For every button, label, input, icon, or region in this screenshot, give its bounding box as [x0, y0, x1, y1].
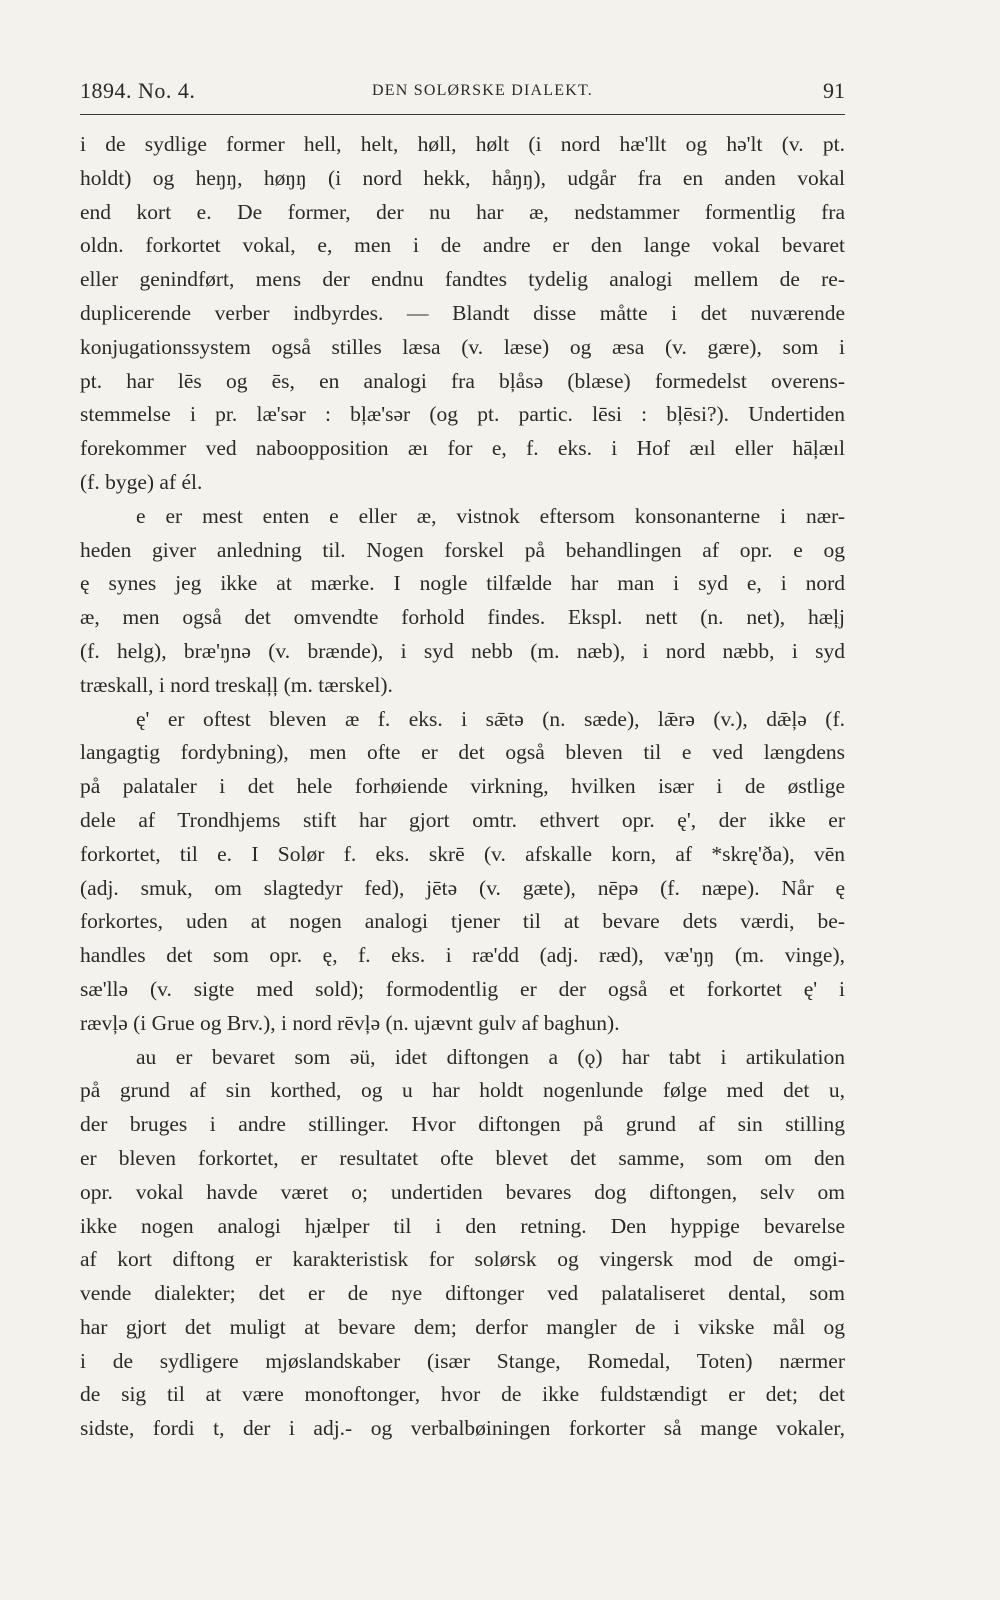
text-line: opr. vokal havde været o; undertiden bevares dog diftongen, selv om — [80, 1179, 845, 1204]
text-line: sidste, fordi t, der i adj.- og verbalbøiningen forkorter så mange vokaler, — [80, 1416, 845, 1441]
text-line: ikke nogen analogi hjælper til i den retning. Den hyppige bevarelse — [80, 1213, 845, 1238]
text-line: (f. helg), bræ'ŋnə (v. brænde), i syd nebb (m. næb), i nord næbb, i syd — [80, 638, 845, 663]
text-line: stemmelse i pr. læ'sər : bļæ'sər (og pt. partic. lēsi : bļēsi?). Undertiden — [80, 402, 845, 427]
text-line: forkortes, uden at nogen analogi tjener til at bevare dets værdi, be- — [80, 909, 845, 934]
text-line: i de sydlige former hell, helt, høll, hølt (i nord hæ'llt og hə'lt (v. pt. — [80, 132, 845, 156]
text-line: ę synes jeg ikke at mærke. I nogle tilfælde har man i syd e, i nord — [80, 571, 845, 596]
text-line: vende dialekter; det er de nye diftonger ved palataliseret dental, som — [80, 1281, 845, 1306]
text-line: dele af Trondhjems stift har gjort omtr. ethvert opr. ę', der ikke er — [80, 807, 845, 832]
text-line: der bruges i andre stillinger. Hvor diftongen på grund af sin stilling — [80, 1112, 845, 1137]
page-number: 91 — [823, 78, 845, 103]
text-line: heden giver anledning til. Nogen forskel på behandlingen af opr. e og — [80, 537, 845, 562]
text-line: rævļə (i Grue og Brv.), i nord rēvļə (n. ujævnt gulv af baghun). — [80, 1010, 620, 1035]
text-line: pt. har lēs og ēs, en analogi fra bļåsə (blæse) formedelst overens- — [80, 368, 845, 393]
text-line: langagtig fordybning), men ofte er det også bleven til e ved længdens — [80, 740, 845, 765]
text-line: forekommer ved naboopposition æı for e, f. eks. i Hof æıl eller hāļæıl — [80, 436, 845, 461]
text-line: handles det som opr. ę, f. eks. i ræ'dd (adj. ræd), væ'ŋŋ (m. vinge), — [80, 943, 845, 968]
text-line: duplicerende verber indbyrdes. — Blandt disse måtte i det nuværende — [80, 300, 845, 325]
text-line: (f. byge) af él. — [80, 469, 203, 494]
text-line: i de sydligere mjøslandskaber (især Stange, Romedal, Toten) nærmer — [80, 1348, 845, 1373]
text-line: har gjort det muligt at bevare dem; derfor mangler de i vikske mål og — [80, 1314, 845, 1339]
running-header — [80, 72, 845, 115]
text-line: forkortet, til e. I Solør f. eks. skrē (v. afskalle korn, af *skrę'ða), vēn — [80, 841, 845, 866]
text-line: på palataler i det hele forhøiende virkning, hvilken især i de østlige — [80, 774, 845, 799]
issue-label: 1894. No. 4. — [80, 78, 196, 103]
text-line: oldn. forkortet vokal, e, men i de andre er den lange vokal bevaret — [80, 233, 845, 258]
text-line: af kort diftong er karakteristisk for solørsk og vingersk mod de omgi- — [80, 1247, 845, 1272]
text-line: au er bevaret som əü, idet diftongen a (ǫ) har tabt i artikulation — [136, 1044, 845, 1069]
text-line: æ, men også det omvendte forhold findes. Ekspl. nett (n. net), hæļj — [80, 605, 845, 630]
running-title: DEN SOLØRSKE DIALEKT. — [372, 82, 593, 99]
text-line: træskall, i nord treskaļļ (m. tærskel). — [80, 672, 393, 697]
text-line: ę' er oftest bleven æ f. eks. i sǣtə (n. sæde), lǣrə (v.), dǣļə (f. — [136, 706, 845, 731]
text-line: de sig til at være monoftonger, hvor de ikke fuldstændigt er det; det — [80, 1382, 845, 1407]
text-line: konjugationssystem også stilles læsa (v. læse) og æsa (v. gære), som i — [80, 334, 845, 359]
text-line: e er mest enten e eller æ, vistnok eftersom konsonanterne i nær- — [136, 503, 845, 528]
body-text — [80, 128, 845, 1446]
text-line: på grund af sin korthed, og u har holdt nogenlunde følge med det u, — [80, 1078, 845, 1103]
text-line: (adj. smuk, om slagtedyr fed), jētə (v. gæte), nēpə (f. næpe). Når ę — [80, 875, 845, 900]
text-line: eller genindført, mens der endnu fandtes tydelig analogi mellem de re- — [80, 267, 845, 292]
text-line: sæ'llə (v. sigte med sold); formodentlig er der også et forkortet ę' i — [80, 976, 845, 1001]
text-line: er bleven forkortet, er resultatet ofte blevet det samme, som om den — [80, 1145, 845, 1170]
text-line: end kort e. De former, der nu har æ, nedstammer formentlig fra — [80, 199, 845, 224]
text-line: holdt) og heŋŋ, høŋŋ (i nord hekk, håŋŋ), udgår fra en anden vokal — [80, 165, 845, 190]
